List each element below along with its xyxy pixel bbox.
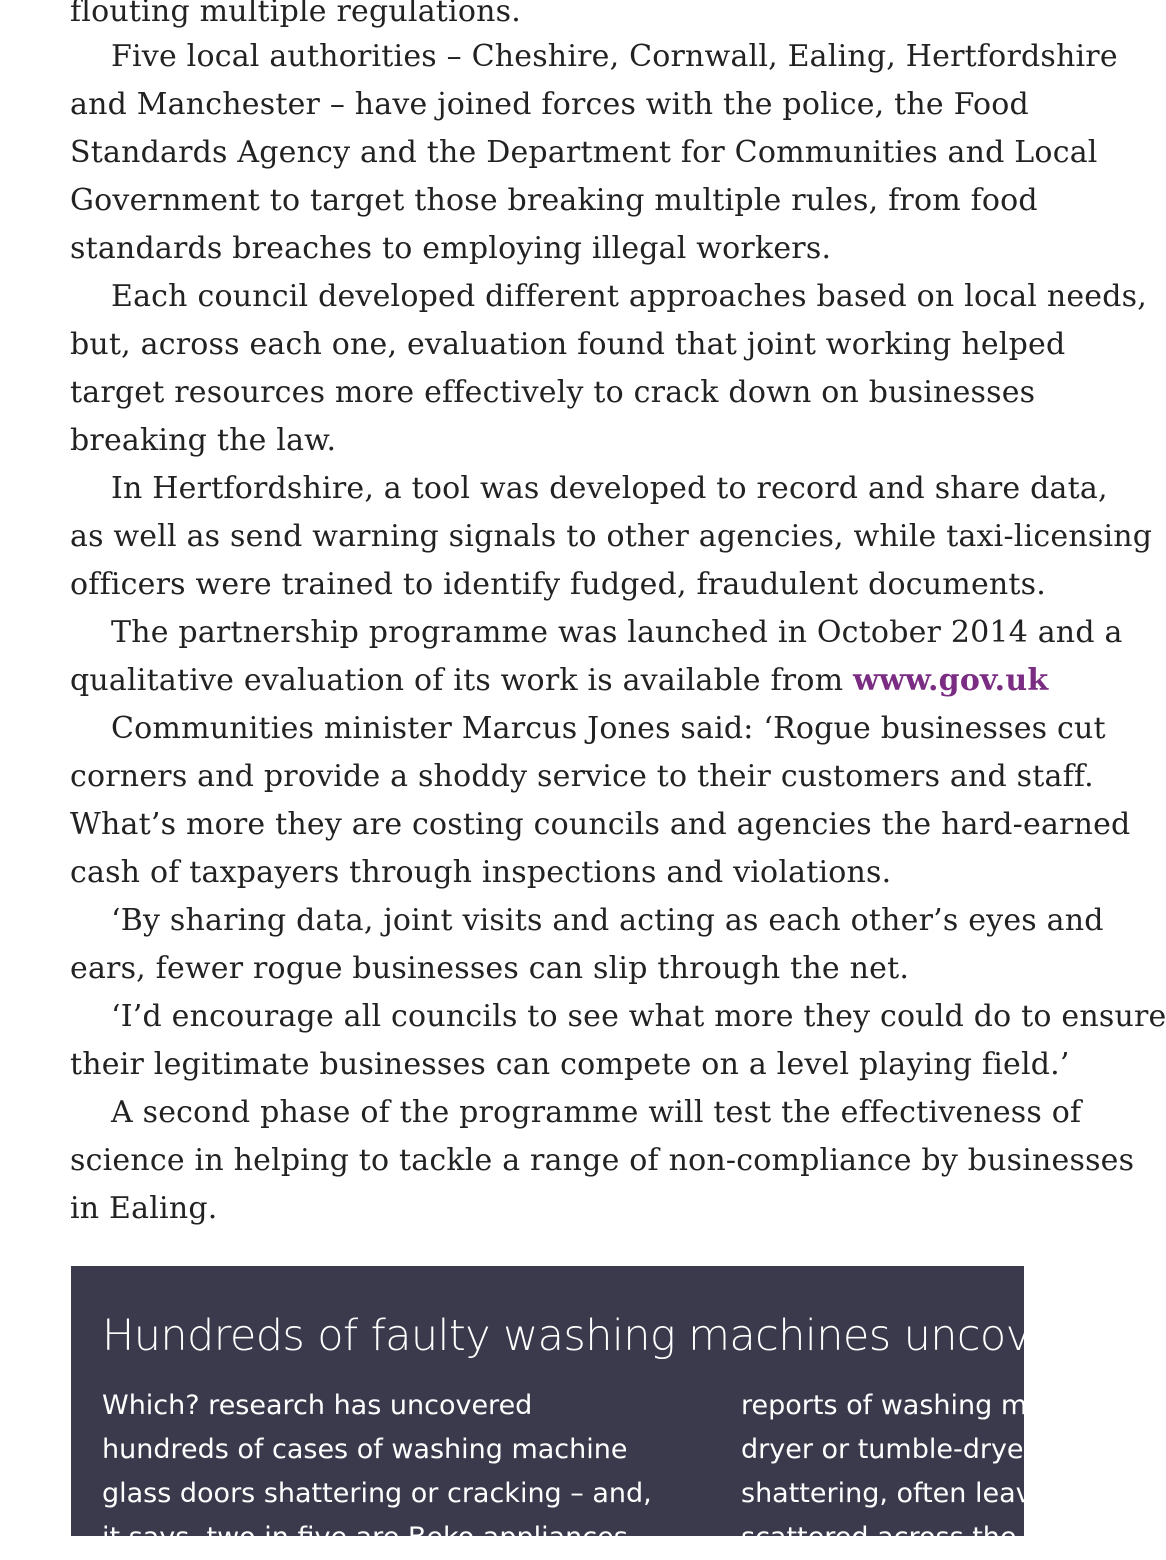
article-line: target resources more effectively to crack down on businesses: [70, 375, 1036, 410]
article-line: cash of taxpayers through inspections and violations.: [70, 855, 892, 890]
paragraph-first-line: Communities minister Marcus Jones said: ‘Rogue businesses cut: [111, 711, 1106, 746]
paragraph-first-line: A second phase of the programme will test the effectiveness of: [111, 1095, 1082, 1130]
box-col2-line: scattered across the floor.: [741, 1522, 1093, 1553]
paragraph-first-line: The partnership programme was launched in October 2014 and a: [111, 615, 1123, 650]
article-line: Government to target those breaking multiple rules, from food: [70, 183, 1038, 218]
box-col2-line: shattering, often leaving glass: [741, 1478, 1152, 1509]
paragraph-first-line: Five local authorities – Cheshire, Cornwall, Ealing, Hertfordshire: [111, 39, 1118, 74]
article-line: What’s more they are costing councils and agencies the hard-earned: [70, 807, 1131, 842]
article-line: science in helping to tackle a range of non-compliance by businesses: [70, 1143, 1135, 1178]
article-line: as well as send warning signals to other agencies, while taxi-licensing: [70, 519, 1153, 554]
box-headline: Hundreds of faulty washing machines uncovered: [102, 1311, 1126, 1361]
article-line: but, across each one, evaluation found that joint working helped: [70, 327, 1066, 362]
paragraph-first-line: ‘By sharing data, joint visits and acting as each other’s eyes and: [111, 903, 1104, 938]
box-col1-line: glass doors shattering or cracking – and,: [102, 1478, 652, 1509]
box-col1-line: it says, two in five are Beko appliances.: [102, 1522, 637, 1553]
paragraph-first-line: In Hertfordshire, a tool was developed to record and share data,: [111, 471, 1108, 506]
article-line: ears, fewer rogue businesses can slip through the net.: [70, 951, 910, 986]
article-line: breaking the law.: [70, 423, 337, 458]
article-line: corners and provide a shoddy service to their customers and staff.: [70, 759, 1094, 794]
article-line-text: qualitative evaluation of its work is available from: [70, 663, 853, 698]
article-line: officers were trained to identify fudged, fraudulent documents.: [70, 567, 1047, 602]
box-col2-line: reports of washing machine,: [741, 1390, 1126, 1421]
article-line: standards breaches to employing illegal workers.: [70, 231, 832, 266]
box-col1-line: hundreds of cases of washing machine: [102, 1434, 628, 1465]
sidebar-news-box: [71, 1266, 1152, 1553]
article-line-with-link: [70, 657, 1048, 705]
article-line: flouting multiple regulations.: [70, 0, 521, 29]
article-line: and Manchester – have joined forces with the police, the Food: [70, 87, 1029, 122]
article-line: their legitimate businesses can compete on a level playing field.’: [70, 1047, 1070, 1082]
article-line: Standards Agency and the Department for Communities and Local: [70, 135, 1098, 170]
box-col2-line: dryer or tumble-dryer doors: [741, 1434, 1119, 1465]
box-col1-line: Which? research has uncovered: [102, 1390, 533, 1421]
gov-uk-link[interactable]: www.gov.uk: [852, 663, 1049, 698]
paragraph-first-line: ‘I’d encourage all councils to see what more they could do to ensure: [111, 999, 1166, 1034]
article-line: in Ealing.: [70, 1191, 218, 1226]
paragraph-first-line: Each council developed different approaches based on local needs,: [111, 279, 1147, 314]
